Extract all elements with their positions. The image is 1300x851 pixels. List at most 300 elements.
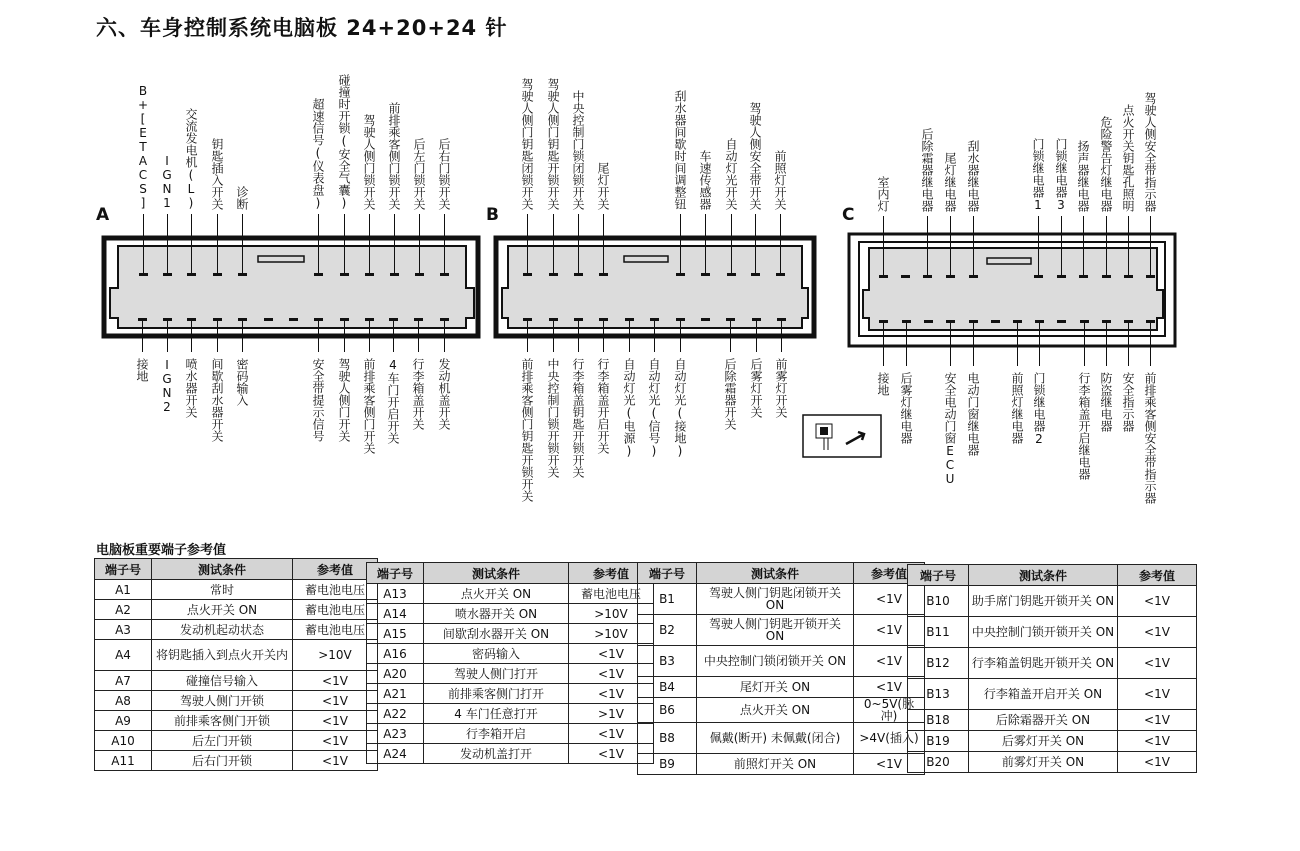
terminal-cell: A21 [367, 684, 424, 704]
table-row [95, 671, 378, 691]
condition-cell: 驾驶人侧门开锁 [152, 691, 293, 711]
terminal-cell: B2 [638, 615, 697, 646]
a-pin-18-mark [289, 318, 298, 321]
terminal-cell: B1 [638, 584, 697, 615]
table-header-row [638, 563, 925, 584]
table-row [367, 744, 654, 764]
a-pin-21-label: 前排乘客侧门开关 [362, 358, 376, 454]
c-pin-12-label: 接地 [876, 372, 890, 396]
c-pin-24-label: 前排乘客侧安全带指示器 [1143, 372, 1157, 504]
table-row [95, 731, 378, 751]
b-pin-20-label: 前雾灯开关 [774, 358, 788, 418]
a-pin-10-label: 后左门锁开关 [412, 138, 426, 210]
b-pin-8-lead [755, 214, 756, 273]
value-cell: <1V [293, 731, 378, 751]
a-pin-11-label: 后右门锁开关 [437, 138, 451, 210]
a-pin-8-mark [365, 273, 374, 276]
c-pin-4-mark [946, 275, 955, 278]
a-pin-21-lead [369, 321, 370, 352]
c-pin-23-label: 安全指示器 [1121, 372, 1135, 432]
value-cell: <1V [854, 646, 925, 677]
value-cell: <1V [1118, 617, 1197, 648]
page-title: 六、车身控制系统电脑板 24+20+24 针 [96, 16, 508, 40]
b-pin-9-label: 前照灯开关 [773, 150, 787, 210]
a-pin-16-label: 密码输入 [235, 358, 249, 406]
condition-cell: 后除霜器开关 ON [969, 710, 1118, 731]
c-pin-2-mark [901, 275, 910, 278]
c-pin-19-label: 门锁继电器2 [1032, 372, 1046, 446]
b-pin-14-label: 自动灯光(电源) [622, 358, 636, 458]
b-pin-19-lead [756, 321, 757, 352]
value-cell: <1V [854, 677, 925, 698]
c-pin-16-lead [973, 323, 974, 366]
b-pin-19-label: 后雾灯开关 [749, 358, 763, 418]
column-header: 参考值 [854, 563, 925, 584]
value-cell: <1V [569, 724, 654, 744]
c-pin-13-label: 后雾灯继电器 [899, 372, 913, 444]
a-pin-22-lead [393, 321, 394, 352]
terminal-cell: A16 [367, 644, 424, 664]
c-pin-7-label: 门锁继电器3 [1054, 138, 1068, 212]
a-pin-9-label: 前排乘客侧门锁开关 [387, 102, 401, 210]
c-pin-1-lead [883, 216, 884, 275]
a-pin-16-lead [242, 321, 243, 352]
connector-c-housing [845, 228, 1180, 352]
condition-cell: 发动机盖打开 [424, 744, 569, 764]
a-pin-24-label: 发动机盖开关 [437, 358, 451, 430]
c-pin-15-lead [950, 323, 951, 366]
reference-title: 电脑板重要端子参考值 [96, 543, 227, 558]
b-pin-8-mark [751, 273, 760, 276]
a-pin-9-lead [394, 214, 395, 273]
c-pin-12-lead [883, 323, 884, 366]
c-pin-9-mark [1102, 275, 1111, 278]
b-pin-3-lead [578, 214, 579, 273]
column-header: 端子号 [908, 565, 969, 586]
value-cell: <1V [1118, 679, 1197, 710]
table-row [95, 600, 378, 620]
value-cell: <1V [1118, 731, 1197, 752]
value-cell: <1V [1118, 648, 1197, 679]
c-pin-3-mark [923, 275, 932, 278]
condition-cell: 驾驶人侧门钥匙闭锁开关 ON [697, 584, 854, 615]
condition-cell: 后右门开锁 [152, 751, 293, 771]
table-row [95, 751, 378, 771]
condition-cell: 佩戴(断开) 未佩戴(闭合) [697, 723, 854, 754]
c-pin-18-lead [1017, 323, 1018, 366]
b-pin-1-label: 驾驶人侧门钥匙闭锁开关 [520, 78, 534, 210]
reference-table-1 [94, 558, 378, 771]
b-pin-9-lead [780, 214, 781, 273]
a-pin-2-lead [167, 214, 168, 273]
c-pin-5-label: 刮水器继电器 [966, 140, 980, 212]
terminal-cell: A24 [367, 744, 424, 764]
a-pin-14-lead [191, 321, 192, 352]
table-row [908, 679, 1197, 710]
c-pin-7-mark [1057, 275, 1066, 278]
terminal-cell: B8 [638, 723, 697, 754]
table-header-row [367, 563, 654, 584]
table-row [95, 580, 378, 600]
table-row [95, 620, 378, 640]
condition-cell: 前雾灯开关 ON [969, 752, 1118, 773]
b-pin-17-mark [701, 318, 710, 321]
condition-cell: 间歇刮水器开关 ON [424, 624, 569, 644]
b-pin-18-label: 后除霜器开关 [723, 358, 737, 430]
b-pin-8-label: 驾驶人侧安全带开关 [748, 102, 762, 210]
a-pin-4-mark [213, 273, 222, 276]
terminal-cell: A22 [367, 704, 424, 724]
condition-cell: 点火开关 ON [152, 600, 293, 620]
b-pin-13-lead [603, 321, 604, 352]
c-pin-20-mark [1057, 320, 1066, 323]
value-cell: <1V [1118, 586, 1197, 617]
b-pin-4-mark [599, 273, 608, 276]
b-pin-18-lead [730, 321, 731, 352]
terminal-cell: A13 [367, 584, 424, 604]
c-pin-3-lead [927, 216, 928, 275]
terminal-cell: A4 [95, 640, 152, 671]
condition-cell: 中央控制门锁闭锁开关 ON [697, 646, 854, 677]
condition-cell: 驾驶人侧门打开 [424, 664, 569, 684]
terminal-cell: A15 [367, 624, 424, 644]
table-header-row [95, 559, 378, 580]
c-pin-9-label: 危险警告灯继电器 [1099, 116, 1113, 212]
condition-cell: 将钥匙插入到点火开关内 [152, 640, 293, 671]
c-pin-1-mark [879, 275, 888, 278]
c-pin-4-label: 尾灯继电器 [943, 152, 957, 212]
terminal-cell: A1 [95, 580, 152, 600]
b-pin-2-mark [549, 273, 558, 276]
value-cell: >10V [569, 624, 654, 644]
condition-cell: 前排乘客侧门打开 [424, 684, 569, 704]
b-pin-6-mark [701, 273, 710, 276]
value-cell: <1V [293, 691, 378, 711]
condition-cell: 前排乘客侧门开锁 [152, 711, 293, 731]
table-row [908, 617, 1197, 648]
terminal-cell: B9 [638, 754, 697, 775]
table-row [638, 698, 925, 723]
value-cell: 蓄电池电压 [293, 580, 378, 600]
a-pin-15-lead [217, 321, 218, 352]
a-pin-12-lead [142, 321, 143, 352]
condition-cell: 密码输入 [424, 644, 569, 664]
condition-cell: 喷水器开关 ON [424, 604, 569, 624]
b-pin-20-lead [781, 321, 782, 352]
table-row [638, 646, 925, 677]
a-pin-13-lead [167, 321, 168, 352]
column-header: 端子号 [367, 563, 424, 584]
condition-cell: 点火开关 ON [424, 584, 569, 604]
a-pin-19-label: 安全带提示信号 [311, 358, 325, 442]
a-pin-3-mark [187, 273, 196, 276]
value-cell: >10V [569, 604, 654, 624]
value-cell: <1V [854, 754, 925, 775]
a-pin-4-lead [217, 214, 218, 273]
a-pin-19-lead [318, 321, 319, 352]
b-pin-15-lead [654, 321, 655, 352]
column-header: 端子号 [638, 563, 697, 584]
condition-cell: 中央控制门锁开锁开关 ON [969, 617, 1118, 648]
terminal-cell: B10 [908, 586, 969, 617]
a-pin-8-label: 驾驶人侧门锁开关 [362, 114, 376, 210]
a-pin-7-mark [340, 273, 349, 276]
condition-cell: 行李箱盖开启开关 ON [969, 679, 1118, 710]
table-row [638, 584, 925, 615]
a-pin-5-label: 诊断 [235, 186, 249, 210]
a-pin-6-mark [314, 273, 323, 276]
a-pin-10-lead [419, 214, 420, 273]
table-row [367, 684, 654, 704]
c-pin-10-mark [1124, 275, 1133, 278]
c-pin-21-label: 行李箱盖开启继电器 [1077, 372, 1091, 480]
condition-cell: 碰撞信号输入 [152, 671, 293, 691]
c-pin-14-mark [924, 320, 933, 323]
a-pin-8-lead [369, 214, 370, 273]
a-pin-7-lead [344, 214, 345, 273]
a-pin-22-label: 4车门开启开关 [386, 358, 400, 444]
b-pin-10-label: 前排乘客侧门钥匙开锁开关 [520, 358, 534, 502]
c-pin-11-lead [1150, 216, 1151, 275]
value-cell: 0~5V(脉冲) [854, 698, 925, 723]
terminal-cell: A11 [95, 751, 152, 771]
condition-cell: 驾驶人侧门钥匙开锁开关 ON [697, 615, 854, 646]
table-row [95, 691, 378, 711]
a-pin-23-label: 行李箱盖开关 [411, 358, 425, 430]
a-pin-17-mark [264, 318, 273, 321]
b-pin-12-lead [578, 321, 579, 352]
c-pin-21-lead [1084, 323, 1085, 366]
terminal-cell: A10 [95, 731, 152, 751]
condition-cell: 后雾灯开关 ON [969, 731, 1118, 752]
c-pin-23-lead [1128, 323, 1129, 366]
a-pin-5-lead [242, 214, 243, 273]
c-pin-6-lead [1038, 216, 1039, 275]
value-cell: <1V [569, 644, 654, 664]
c-pin-7-lead [1061, 216, 1062, 275]
table-row [367, 604, 654, 624]
b-pin-4-lead [603, 214, 604, 273]
value-cell: <1V [1118, 752, 1197, 773]
value-cell: 蓄电池电压 [293, 620, 378, 640]
terminal-cell: A3 [95, 620, 152, 640]
table-header-row [908, 565, 1197, 586]
table-row [638, 754, 925, 775]
c-pin-6-label: 门锁继电器1 [1031, 138, 1045, 212]
table-row [95, 711, 378, 731]
a-pin-23-lead [418, 321, 419, 352]
table-row [367, 644, 654, 664]
c-pin-18-label: 前照灯继电器 [1010, 372, 1024, 444]
reference-table-4 [907, 564, 1197, 773]
b-pin-12-label: 行李箱盖钥匙开锁开关 [571, 358, 585, 478]
c-pin-22-lead [1106, 323, 1107, 366]
a-pin-9-mark [390, 273, 399, 276]
table-row [95, 640, 378, 671]
a-pin-14-label: 喷水器开关 [184, 358, 198, 418]
c-pin-5-lead [973, 216, 974, 275]
table-row [367, 724, 654, 744]
condition-cell: 点火开关 ON [697, 698, 854, 723]
c-pin-8-mark [1079, 275, 1088, 278]
b-pin-5-label: 刮水器间歇时间调整钮 [673, 90, 687, 210]
c-pin-11-mark [1146, 275, 1155, 278]
b-pin-1-mark [523, 273, 532, 276]
b-pin-6-lead [705, 214, 706, 273]
a-pin-7-label: 碰撞时开锁(安全气囊) [337, 74, 351, 210]
value-cell: 蓄电池电压 [569, 584, 654, 604]
terminal-cell: B12 [908, 648, 969, 679]
value-cell: >1V [569, 704, 654, 724]
table-row [638, 615, 925, 646]
value-cell: <1V [854, 584, 925, 615]
c-pin-10-label: 点火开关钥匙孔照明 [1121, 104, 1135, 212]
table-row [908, 731, 1197, 752]
terminal-cell: B13 [908, 679, 969, 710]
terminal-cell: A8 [95, 691, 152, 711]
terminal-cell: A20 [367, 664, 424, 684]
connector-c-letter: C [842, 205, 855, 225]
c-pin-15-label: 安全电动门窗ECU [943, 372, 957, 486]
a-pin-11-lead [444, 214, 445, 273]
a-pin-1-label: B+[ETACS] [136, 84, 150, 210]
column-header: 端子号 [95, 559, 152, 580]
reference-table-3 [637, 562, 925, 775]
c-pin-8-lead [1083, 216, 1084, 275]
terminal-cell: A9 [95, 711, 152, 731]
c-pin-5-mark [969, 275, 978, 278]
condition-cell: 常时 [152, 580, 293, 600]
value-cell: >10V [293, 640, 378, 671]
table-row [908, 710, 1197, 731]
value-cell: <1V [293, 751, 378, 771]
condition-cell: 行李箱开启 [424, 724, 569, 744]
column-header: 参考值 [1118, 565, 1197, 586]
c-pin-3-label: 后除霜器继电器 [920, 128, 934, 212]
a-pin-12-label: 接地 [135, 358, 149, 382]
column-header: 参考值 [569, 563, 654, 584]
c-pin-16-label: 电动门窗继电器 [966, 372, 980, 456]
b-pin-16-label: 自动灯光(接地) [673, 358, 687, 458]
terminal-cell: B4 [638, 677, 697, 698]
b-pin-5-mark [676, 273, 685, 276]
b-pin-14-lead [629, 321, 630, 352]
table-row [367, 664, 654, 684]
table-row [908, 752, 1197, 773]
b-pin-1-lead [527, 214, 528, 273]
a-pin-24-lead [444, 321, 445, 352]
a-pin-2-mark [163, 273, 172, 276]
value-cell: <1V [569, 744, 654, 764]
b-pin-15-label: 自动灯光(信号) [647, 358, 661, 458]
c-pin-6-mark [1034, 275, 1043, 278]
b-pin-2-label: 驾驶人侧门钥匙开锁开关 [546, 78, 560, 210]
c-pin-11-label: 驾驶人侧安全带指示器 [1143, 92, 1157, 212]
condition-cell: 4 车门任意打开 [424, 704, 569, 724]
terminal-cell: A23 [367, 724, 424, 744]
value-cell: <1V [569, 664, 654, 684]
value-cell: <1V [1118, 710, 1197, 731]
a-pin-1-lead [143, 214, 144, 273]
terminal-cell: B18 [908, 710, 969, 731]
table-row [638, 723, 925, 754]
column-header: 测试条件 [152, 559, 293, 580]
c-pin-10-lead [1128, 216, 1129, 275]
connector-pictogram [802, 414, 882, 458]
terminal-cell: B20 [908, 752, 969, 773]
a-pin-3-label: 交流发电机(L) [184, 108, 198, 210]
connector-a-housing [96, 228, 486, 346]
a-pin-20-label: 驾驶人侧门开关 [337, 358, 351, 442]
value-cell: <1V [569, 684, 654, 704]
column-header: 测试条件 [424, 563, 569, 584]
terminal-cell: A7 [95, 671, 152, 691]
b-pin-3-mark [574, 273, 583, 276]
b-pin-9-mark [776, 273, 785, 276]
value-cell: 蓄电池电压 [293, 600, 378, 620]
terminal-cell: A2 [95, 600, 152, 620]
a-pin-1-mark [139, 273, 148, 276]
a-pin-20-lead [344, 321, 345, 352]
connector-a-letter: A [96, 205, 110, 225]
table-row [367, 624, 654, 644]
b-pin-5-lead [680, 214, 681, 273]
c-pin-1-label: 室内灯 [876, 176, 890, 212]
column-header: 参考值 [293, 559, 378, 580]
b-pin-6-label: 车速传感器 [698, 150, 712, 210]
condition-cell: 尾灯开关 ON [697, 677, 854, 698]
b-pin-11-lead [553, 321, 554, 352]
b-pin-10-lead [527, 321, 528, 352]
b-pin-2-lead [553, 214, 554, 273]
column-header: 测试条件 [697, 563, 854, 584]
b-pin-11-label: 中央控制门锁开锁开关 [546, 358, 560, 478]
b-pin-7-label: 自动灯光开关 [724, 138, 738, 210]
a-pin-11-mark [440, 273, 449, 276]
condition-cell: 助手席门钥匙开锁开关 ON [969, 586, 1118, 617]
condition-cell: 行李箱盖钥匙开锁开关 ON [969, 648, 1118, 679]
value-cell: <1V [293, 711, 378, 731]
value-cell: <1V [854, 615, 925, 646]
connector-b-letter: B [486, 205, 499, 225]
value-cell: >4V(插入) [854, 723, 925, 754]
b-pin-7-lead [731, 214, 732, 273]
terminal-cell: B3 [638, 646, 697, 677]
b-pin-13-label: 行李箱盖开启开关 [596, 358, 610, 454]
table-row [638, 677, 925, 698]
c-pin-17-mark [991, 320, 1000, 323]
b-pin-16-lead [680, 321, 681, 352]
a-pin-4-label: 钥匙插入开关 [210, 138, 224, 210]
c-pin-24-lead [1150, 323, 1151, 366]
terminal-cell: A14 [367, 604, 424, 624]
terminal-cell: B19 [908, 731, 969, 752]
b-pin-3-label: 中央控制门锁闭锁开关 [571, 90, 585, 210]
reference-table-2 [366, 562, 654, 764]
c-pin-8-label: 扬声器继电器 [1076, 140, 1090, 212]
c-pin-19-lead [1039, 323, 1040, 366]
table-row [908, 648, 1197, 679]
c-pin-4-lead [950, 216, 951, 275]
condition-cell: 后左门开锁 [152, 731, 293, 751]
b-pin-4-label: 尾灯开关 [596, 162, 610, 210]
a-pin-15-label: 间歇刮水器开关 [210, 358, 224, 442]
a-pin-5-mark [238, 273, 247, 276]
table-row [367, 704, 654, 724]
condition-cell: 发动机起动状态 [152, 620, 293, 640]
a-pin-3-lead [191, 214, 192, 273]
a-pin-6-lead [318, 214, 319, 273]
